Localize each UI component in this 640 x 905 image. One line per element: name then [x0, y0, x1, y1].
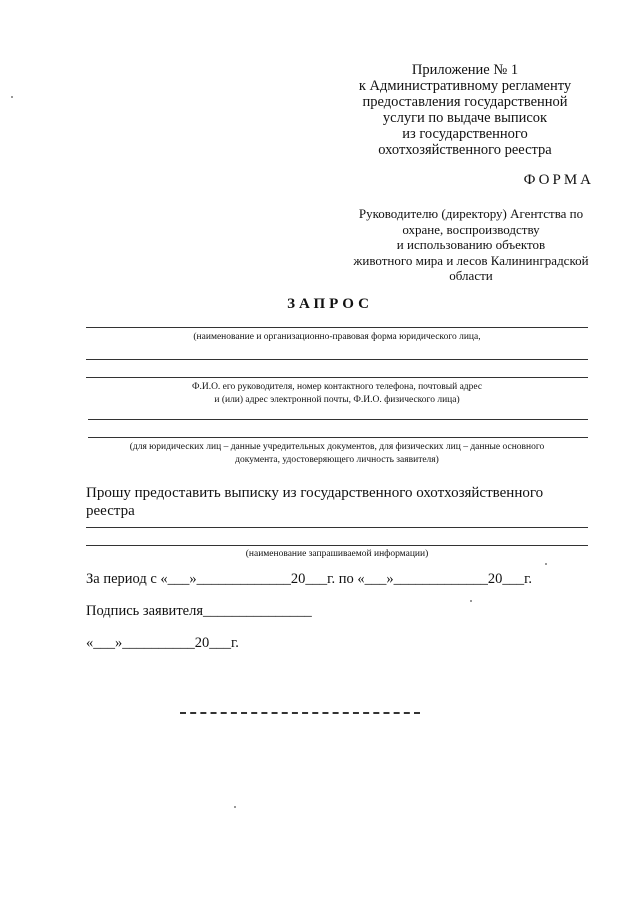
- period-field[interactable]: За период с «___»_____________20___г. по «___»_____________20___г.: [86, 571, 533, 587]
- appendix-line: Приложение № 1: [411, 62, 519, 78]
- addressee-line: Руководителю (директору) Агентства по: [358, 206, 584, 221]
- appendix-line: услуги по выдаче выписок: [382, 110, 548, 126]
- addressee-line: животного мира и лесов Калининградской: [353, 252, 589, 268]
- request-text: [86, 484, 596, 520]
- contact-caption-2: и (или) адрес электронной почты, Ф.И.О. физического лица): [214, 395, 460, 405]
- date-field[interactable]: «___»__________20___г.: [86, 635, 239, 651]
- scan-speck: [234, 806, 236, 808]
- info-field-line-2[interactable]: [86, 545, 588, 546]
- contact-field-line[interactable]: [86, 377, 588, 378]
- signature-field[interactable]: Подпись заявителя_______________: [86, 603, 312, 619]
- docs-caption-1: (для юридических лиц – данные учредительных документов, для физических лиц – данные основного: [129, 442, 545, 452]
- appendix-block: [330, 62, 600, 158]
- end-separator-line: [180, 712, 420, 714]
- addressee-line: и использованию объектов: [396, 237, 546, 252]
- appendix-line: охотхозяйственного реестра: [378, 142, 552, 158]
- docs-field-line[interactable]: [88, 437, 588, 438]
- org-name-field-line-2[interactable]: [86, 359, 588, 360]
- info-field-line[interactable]: [86, 527, 588, 528]
- scan-speck: [11, 96, 13, 98]
- org-caption: (наименование и организационно-правовая форма юридического лица,: [193, 332, 481, 342]
- contact-caption-1: Ф.И.О. его руководителя, номер контактного телефона, почтовый адрес: [191, 382, 483, 392]
- appendix-line: предоставления государственной: [362, 94, 568, 110]
- scan-speck: [470, 600, 472, 602]
- info-caption: (наименование запрашиваемой информации): [245, 549, 429, 559]
- org-name-field-line[interactable]: [86, 327, 588, 328]
- scan-speck: [545, 563, 547, 565]
- appendix-line: к Административному регламенту: [358, 78, 572, 94]
- request-text-line: Прошу предоставить выписку из государственного охотхозяйственного: [86, 485, 544, 501]
- addressee-block: [340, 206, 602, 284]
- page-title: ЗАПРОС: [287, 296, 373, 312]
- addressee-line: охране, воспроизводству: [402, 221, 540, 237]
- addressee-line: области: [449, 268, 493, 283]
- request-text-line: реестра: [86, 503, 135, 519]
- contact-field-line-2[interactable]: [88, 419, 588, 420]
- form-label: ФОРМА: [523, 172, 594, 188]
- appendix-line: из государственного: [402, 126, 528, 142]
- docs-caption-2: документа, удостоверяющего личность заявителя): [235, 455, 439, 465]
